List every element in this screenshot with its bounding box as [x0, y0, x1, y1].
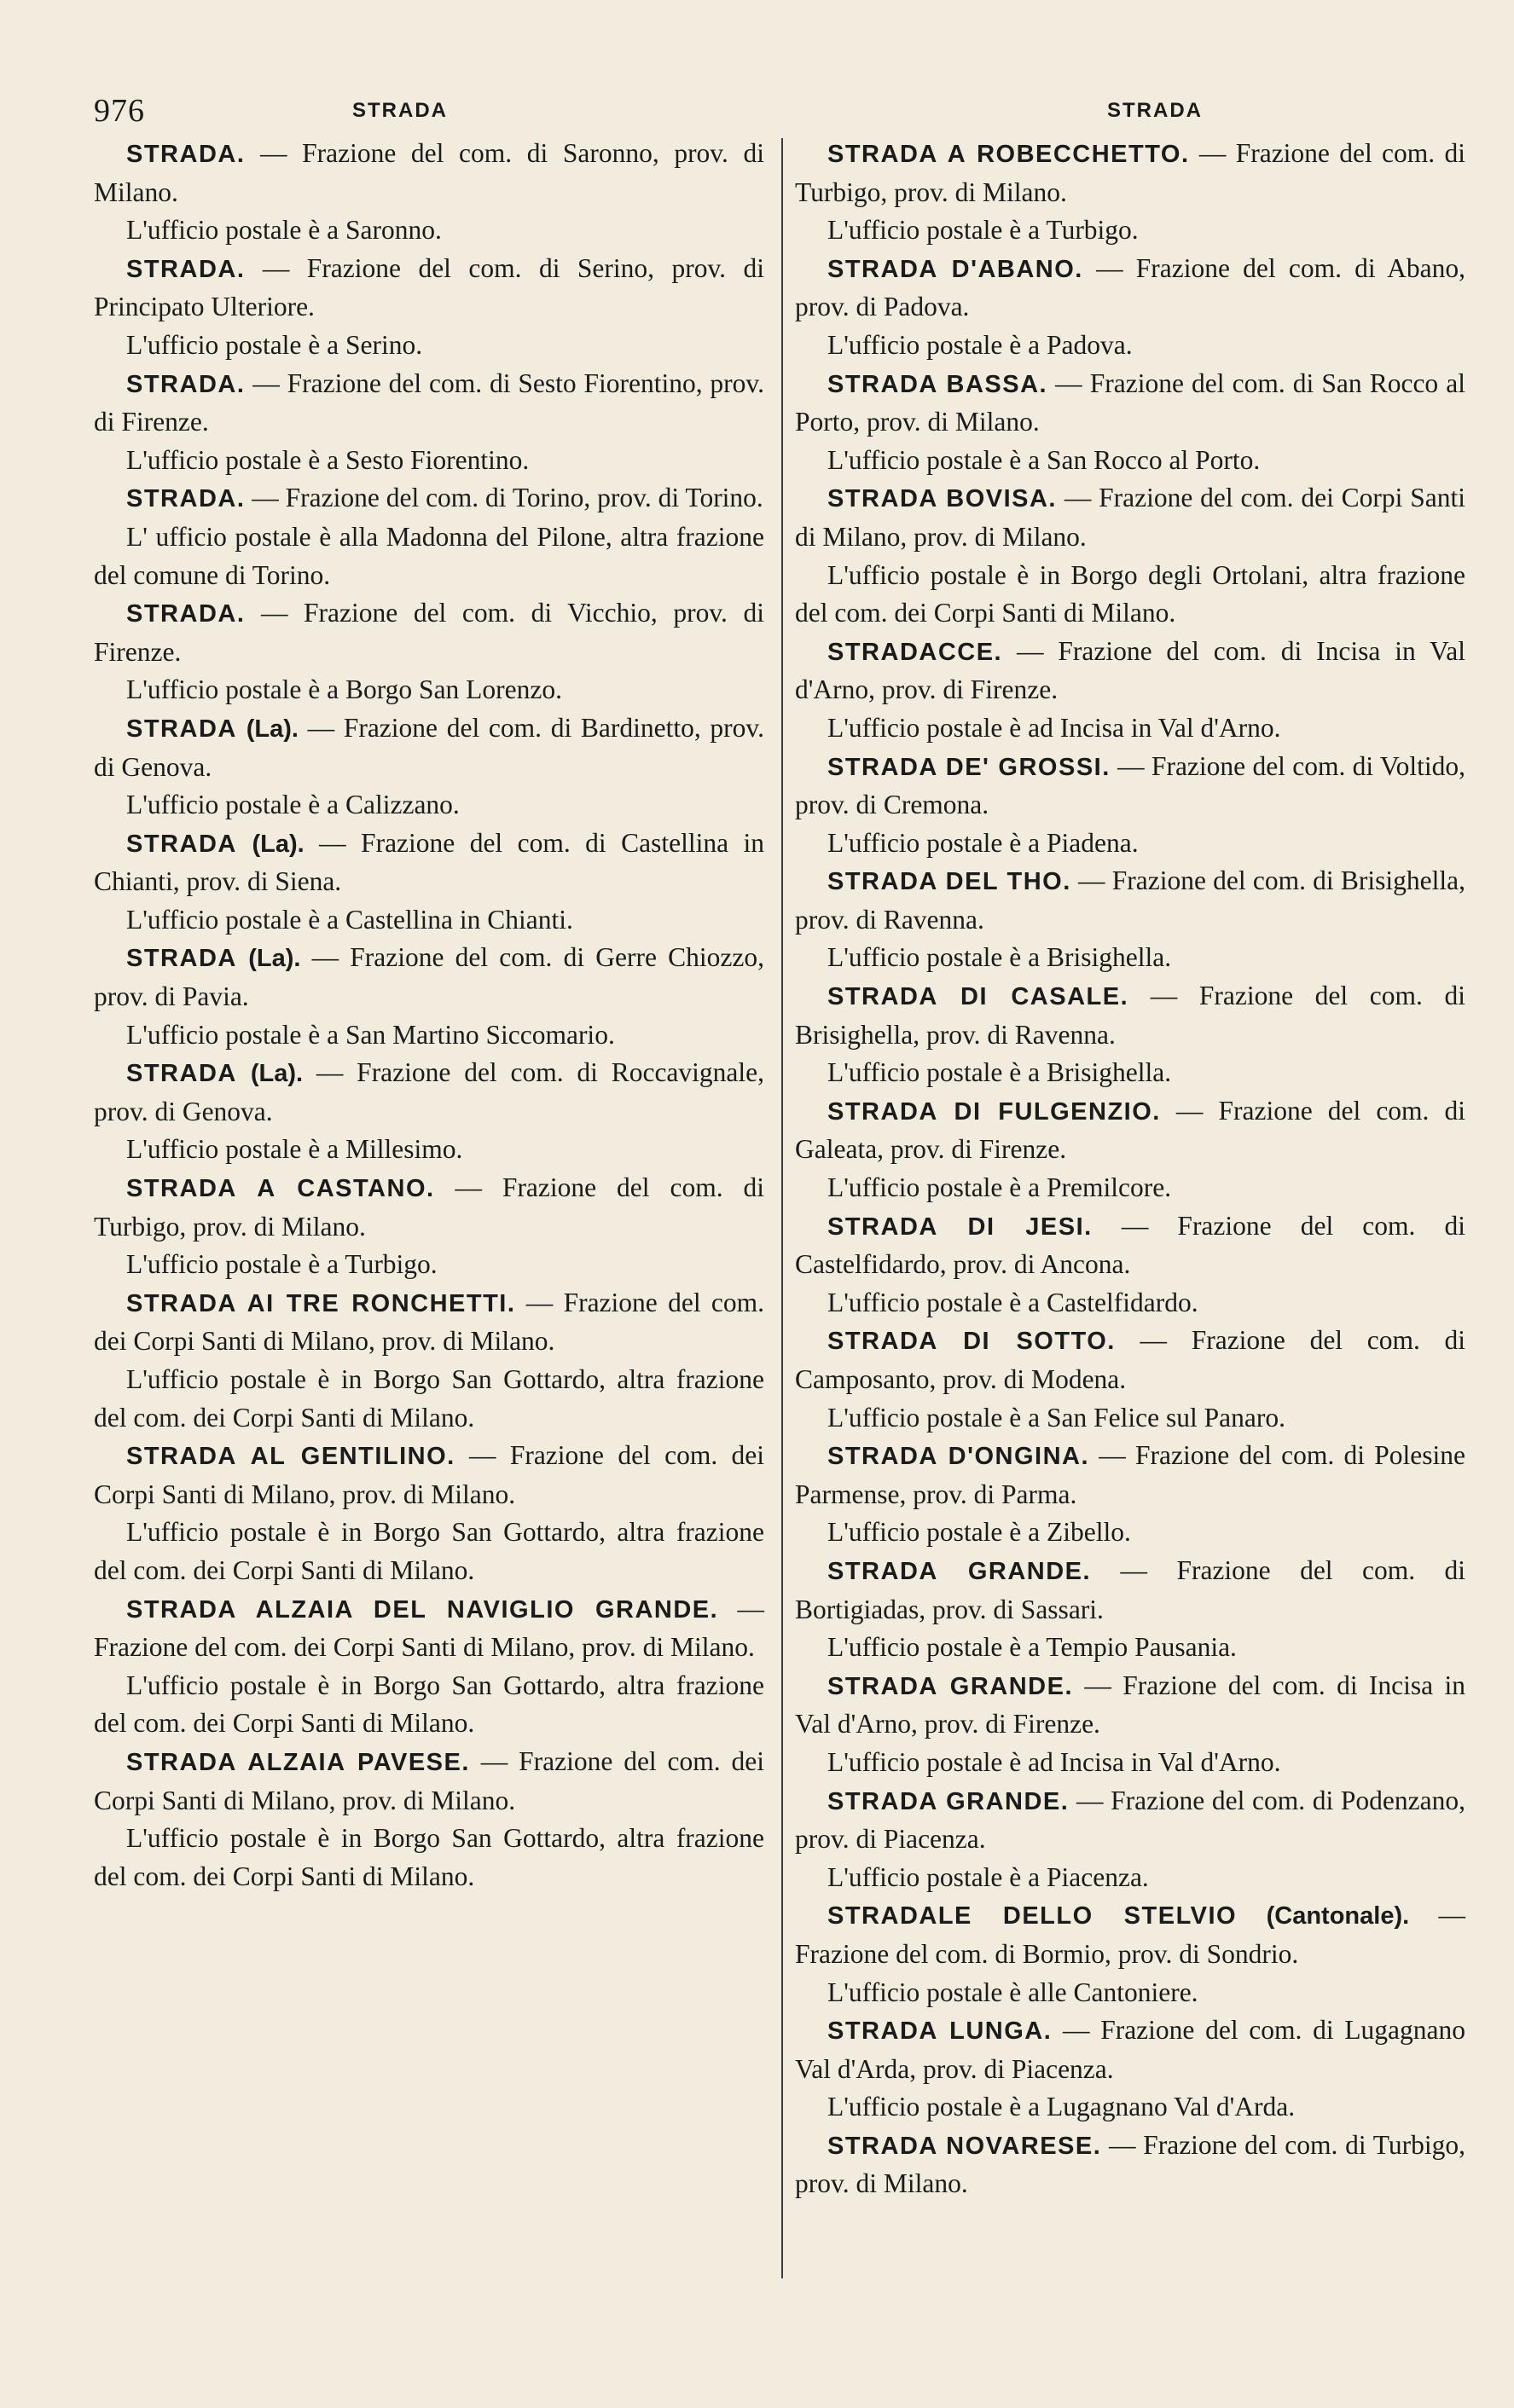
postal-office-note: L'ufficio postale è a Brisighella. — [827, 942, 1172, 973]
page-number: 976 — [94, 93, 145, 129]
postal-office-note: L'ufficio postale è a Tempio Pausania. — [827, 1632, 1237, 1663]
dictionary-entry — [795, 1207, 1465, 1284]
entry-title: STRADA DI SOTTO. — [827, 1328, 1116, 1356]
dictionary-entry — [795, 1552, 1465, 1629]
dictionary-entry — [795, 1667, 1465, 1744]
entry-title: STRADA AI TRE RONCHETTI. — [126, 1289, 516, 1317]
dictionary-entry — [94, 365, 764, 442]
entry-description: — Frazione del com. di Polesine Parmense, prov. di Parma. — [795, 1440, 1465, 1509]
entry-title: STRADA — [126, 945, 237, 973]
entry-title: STRADA — [126, 830, 237, 858]
entry-description: — Frazione del com. di Saronno, prov. di Milano. — [94, 138, 764, 207]
entry-description: — Frazione del com. di Bortigiadas, prov. di Sassari. — [795, 1554, 1465, 1624]
dictionary-entry — [94, 825, 764, 901]
entry-description: — Frazione del com. di San Rocco al Porto, prov. di Milano. — [795, 368, 1465, 437]
entry-description: — Frazione del com. di Turbigo, prov. di Milano. — [795, 138, 1465, 207]
dictionary-entry — [94, 709, 764, 786]
postal-office-note: L'ufficio postale è in Borgo San Gottardo, altra frazione del com. dei Corpi Santi di Milano. — [94, 1823, 764, 1891]
postal-office-note: L' ufficio postale è alla Madonna del Pilone, altra frazione del comune di Torino. — [94, 521, 764, 590]
entry-description: — Frazione del com. di Gerre Chiozzo, prov. di Pavia. — [94, 942, 764, 1012]
entry-description: — Frazione del com. di Castelfidardo, prov. di Ancona. — [795, 1210, 1465, 1280]
dictionary-entry — [795, 633, 1465, 709]
entry-title: STRADA BOVISA. — [827, 485, 1057, 513]
entry-title: STRADACCE. — [827, 638, 1003, 666]
entry-title: STRADA D'ONGINA. — [827, 1443, 1090, 1471]
dictionary-entry — [94, 1590, 764, 1667]
entry-description: — Frazione del com. di Voltido, prov. di Cremona. — [795, 750, 1466, 820]
dictionary-entry — [795, 2011, 1465, 2088]
postal-office-note: L'ufficio postale è a Zibello. — [827, 1517, 1131, 1548]
dictionary-entry — [795, 1782, 1465, 1859]
postal-office-note: L'ufficio postale è in Borgo degli Ortolani, altra frazione del com. dei Corpi Santi di Milano. — [795, 559, 1465, 628]
dictionary-entry — [795, 365, 1465, 442]
postal-office-note: L'ufficio postale è a San Rocco al Porto. — [827, 444, 1261, 475]
dictionary-entry — [94, 594, 764, 671]
entry-description: — Frazione del com. di Castellina in Chianti, prov. di Siena. — [94, 827, 764, 897]
entry-title: STRADA GRANDE. — [827, 1672, 1074, 1700]
right-column — [795, 135, 1465, 2203]
postal-office-note: L'ufficio postale è a Brisighella. — [827, 1057, 1172, 1088]
postal-office-note: L'ufficio postale è in Borgo San Gottardo, altra frazione del com. dei Corpi Santi di Milano. — [94, 1517, 764, 1585]
dictionary-entry — [795, 862, 1465, 939]
dictionary-entry — [94, 939, 764, 1016]
entry-description: — Frazione del com. di Turbigo, prov. di Milano. — [94, 1172, 765, 1242]
entry-title: STRADA. — [126, 141, 246, 168]
running-head-right: STRADA — [1107, 99, 1203, 122]
entry-title-suffix: (La). — [236, 830, 305, 858]
postal-office-note: L'ufficio postale è a Borgo San Lorenzo. — [126, 674, 562, 705]
entry-description: — Frazione del com. di Sesto Fiorentino, prov. di Firenze. — [94, 368, 764, 437]
entry-title: STRADA GRANDE. — [827, 1787, 1070, 1815]
dictionary-entry — [795, 1092, 1465, 1169]
entry-title: STRADA ALZAIA PAVESE. — [126, 1748, 470, 1776]
dictionary-entry — [94, 1437, 764, 1514]
entry-title: STRADA GRANDE. — [827, 1557, 1092, 1585]
entry-title: STRADA. — [126, 255, 246, 283]
postal-office-note: L'ufficio postale è a Turbigo. — [126, 1249, 438, 1280]
entry-title: STRADA ALZAIA DEL NAVIGLIO GRANDE. — [126, 1595, 719, 1624]
dictionary-entry — [795, 135, 1465, 211]
entry-description: — Frazione del com. di Galeata, prov. di Firenze. — [795, 1095, 1466, 1165]
postal-office-note: L'ufficio postale è a Padova. — [827, 329, 1133, 360]
entry-title: STRADA AL GENTILINO. — [126, 1443, 455, 1471]
entry-description: — Frazione del com. di Camposanto, prov. di Modena. — [795, 1325, 1465, 1394]
postal-office-note: L'ufficio postale è alle Cantoniere. — [827, 1977, 1198, 2007]
postal-office-note: L'ufficio postale è ad Incisa in Val d'Arno. — [827, 712, 1281, 743]
dictionary-entry — [94, 1169, 764, 1246]
entry-title: STRADA. — [126, 370, 246, 398]
entry-title: STRADA LUNGA. — [827, 2017, 1053, 2046]
dictionary-entry — [795, 1896, 1465, 1973]
postal-office-note: L'ufficio postale è a Piadena. — [827, 827, 1139, 858]
postal-office-note: L'ufficio postale è a Saronno. — [126, 215, 442, 246]
entry-title: STRADA BASSA. — [827, 370, 1048, 398]
entry-title: STRADA DEL THO. — [827, 868, 1071, 896]
postal-office-note: L'ufficio postale è a Serino. — [126, 329, 423, 360]
dictionary-entry — [795, 1322, 1465, 1398]
entry-title: STRADA DI JESI. — [827, 1213, 1093, 1241]
dictionary-entry — [795, 250, 1465, 327]
page-header — [92, 92, 1465, 133]
entry-description: — Frazione del com. dei Corpi Santi di Milano, prov. di Milano. — [94, 1593, 764, 1663]
entry-title: STRADA DI FULGENZIO. — [827, 1097, 1161, 1126]
postal-office-note: L'ufficio postale è a Millesimo. — [126, 1134, 463, 1165]
entry-title: STRADA DI CASALE. — [827, 983, 1129, 1011]
left-column — [94, 135, 764, 1896]
postal-office-note: L'ufficio postale è a Premilcore. — [827, 1172, 1172, 1203]
entry-description: — Frazione del com. di Bardinetto, prov. di Genova. — [94, 712, 764, 782]
entry-title: STRADA NOVARESE. — [827, 2132, 1102, 2160]
entry-description: — Frazione del com. di Bormio, prov. di Sondrio. — [795, 1900, 1465, 1969]
entry-description: — Frazione del com. di Serino, prov. di Principato Ulteriore. — [94, 252, 764, 322]
entry-description: — Frazione del com. dei Corpi Santi di Milano, prov. di Milano. — [94, 1745, 764, 1815]
postal-office-note: L'ufficio postale è ad Incisa in Val d'Arno. — [827, 1746, 1281, 1777]
entry-description: — Frazione del com. di Lugagnano Val d'Arda, prov. di Piacenza. — [795, 2015, 1465, 2084]
postal-office-note: L'ufficio postale è a Castelfidardo. — [827, 1287, 1198, 1317]
postal-office-note: L'ufficio postale è a Lugagnano Val d'Arda. — [827, 2092, 1296, 2122]
entry-description: — Frazione del com. di Brisighella, prov. di Ravenna. — [795, 865, 1465, 935]
entry-description: — Frazione del com. di Brisighella, prov. di Ravenna. — [795, 981, 1466, 1050]
dictionary-entry — [94, 250, 764, 327]
entry-title-suffix: (La). — [236, 1060, 304, 1088]
entry-description: — Frazione del com. di Incisa in Val d'Arno, prov. di Firenze. — [795, 1670, 1465, 1739]
entry-title: STRADA A CASTANO. — [126, 1175, 435, 1203]
entry-description: — Frazione del com. di Abano, prov. di Padova. — [795, 252, 1465, 322]
entry-description: — Frazione del com. di Turbigo, prov. di Milano. — [795, 2129, 1465, 2199]
postal-office-note: L'ufficio postale è a San Felice sul Panaro. — [827, 1402, 1285, 1433]
entry-description: — Frazione del com. dei Corpi Santi di Milano, prov. di Milano. — [94, 1287, 765, 1357]
entry-title: STRADA A ROBECCHETTO. — [827, 141, 1190, 168]
entry-title: STRADA. — [126, 485, 246, 513]
dictionary-entry — [94, 1284, 764, 1361]
entry-title-suffix: (La). — [236, 715, 299, 743]
entry-title-suffix: (Cantonale). — [1237, 1902, 1410, 1930]
entry-title: STRADA — [126, 1060, 237, 1088]
postal-office-note: L'ufficio postale è a Calizzano. — [126, 790, 460, 820]
running-head-left: STRADA — [352, 99, 448, 122]
dictionary-entry — [795, 1437, 1465, 1514]
postal-office-note: L'ufficio postale è a Piacenza. — [827, 1861, 1149, 1892]
entry-description: — Frazione del com. di Incisa in Val d'Arno, prov. di Firenze. — [795, 635, 1465, 705]
entry-title-suffix: (La). — [236, 945, 301, 973]
dictionary-entry — [94, 135, 764, 211]
dictionary-entry — [795, 977, 1465, 1054]
dictionary-entry — [795, 479, 1465, 556]
postal-office-note: L'ufficio postale è a Turbigo. — [827, 215, 1139, 246]
postal-office-note: L'ufficio postale è a Castellina in Chianti. — [126, 904, 573, 935]
dictionary-entry — [94, 479, 764, 518]
entry-description: — Frazione del com. di Torino, prov. di Torino. — [245, 483, 763, 513]
entry-description: — Frazione del com. dei Corpi Santi di Milano, prov. di Milano. — [795, 483, 1465, 552]
entry-description: — Frazione del com. di Roccavignale, prov. di Genova. — [94, 1057, 765, 1126]
entry-description: — Frazione del com. dei Corpi Santi di Milano, prov. di Milano. — [94, 1440, 764, 1509]
entry-title: STRADA. — [126, 600, 246, 628]
dictionary-entry — [94, 1054, 764, 1131]
dictionary-entry — [795, 2127, 1465, 2203]
dictionary-entry — [94, 1743, 764, 1820]
entry-title: STRADALE DELLO STELVIO — [827, 1902, 1238, 1930]
postal-office-note: L'ufficio postale è in Borgo San Gottardo, altra frazione del com. dei Corpi Santi di Milano. — [94, 1670, 764, 1739]
entry-title: STRADA — [126, 715, 237, 743]
postal-office-note: L'ufficio postale è a San Martino Siccomario. — [126, 1019, 615, 1050]
entry-title: STRADA DE' GROSSI. — [827, 753, 1111, 781]
dictionary-entry — [795, 748, 1465, 825]
postal-office-note: L'ufficio postale è a Sesto Fiorentino. — [126, 444, 530, 475]
entry-description: — Frazione del com. di Podenzano, prov. di Piacenza. — [795, 1785, 1465, 1855]
postal-office-note: L'ufficio postale è in Borgo San Gottardo, altra frazione del com. dei Corpi Santi di Milano. — [94, 1364, 764, 1433]
entry-description: — Frazione del com. di Vicchio, prov. di Firenze. — [94, 598, 764, 667]
column-divider — [781, 138, 783, 2278]
entry-title: STRADA D'ABANO. — [827, 255, 1083, 283]
